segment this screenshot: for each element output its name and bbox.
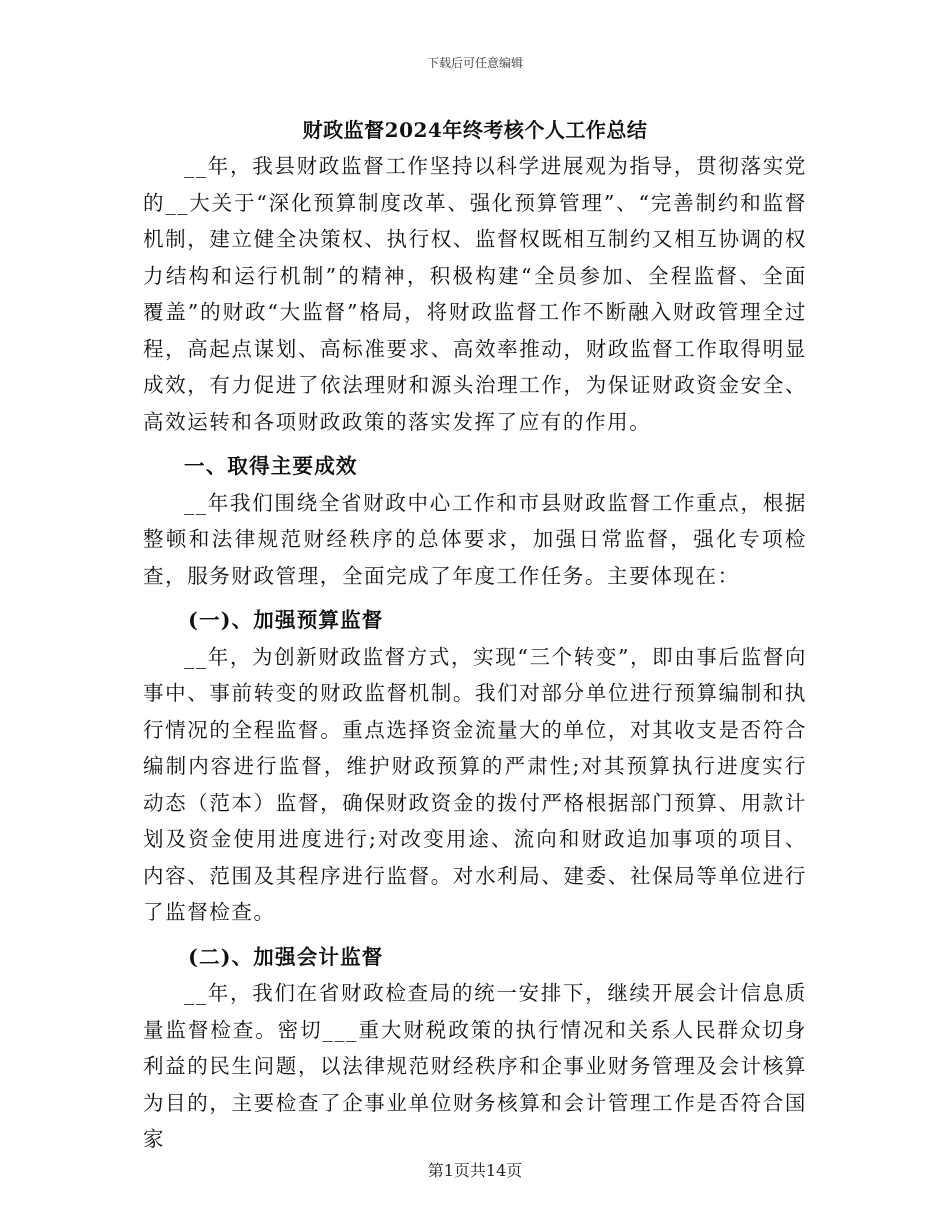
section-heading-main-results: 一、取得主要成效 [184,454,358,478]
paragraph-main-results: __年我们围绕全省财政中心工作和市县财政监督工作重点，根据整顿和法律规范财经秩序的总体要求，加强日常监督，强化专项检查，服务财政管理，全面完成了年度工作任务。主要体现在： [143,490,807,588]
header-note: 下载后可任意编辑 [426,56,523,70]
paragraph-budget-supervision: __年，为创新财政监督方式，实现“三个转变”，即由事后监督向事中、事前转变的财政监督机制。我们对部分单位进行预算编制和执行情况的全程监督。重点选择资金流量大的单位，对其收支是否符合编制内容进行监督，维护财政预算的严肃性;对其预算执行进度实行动态（范本）监督，确保财政资金的拨付严格根据部门预算、用款计划及资金使用进度进行;对改变用途、流向和财政追加事项的项目、内容、范围及其程序进行监督。对水利局、建委、社保局等单位进行了监督检查。 [143,644,807,924]
document-body [143,148,807,1158]
paragraph-accounting-supervision: __年，我们在省财政检查局的统一安排下，继续开展会计信息质量监督检查。密切___重大财税政策的执行情况和关系人民群众切身利益的民生问题，以法律规范财经秩序和企事业财务管理及会计核算为目的，主要检查了企事业单位财务核算和会计管理工作是否符合国家 [143,981,807,1151]
document-title: 财政监督2024年终考核个人工作总结 [302,118,648,142]
subsection-heading-accounting-supervision: (二)、加强会计监督 [188,944,384,969]
page-number-footer: 第1页共14页 [427,1161,523,1180]
subsection-heading-budget-supervision: (一)、加强预算监督 [188,608,384,632]
paragraph-intro: __年，我县财政监督工作坚持以科学进展观为指导，贯彻落实党的__大关于“深化预算制度改革、强化预算管理”、“完善制约和监督机制，建立健全决策权、执行权、监督权既相互制约又相互协调的权力结构和运行机制”的精神，积极构建“全员参加、全程监督、全面覆盖”的财政“大监督”格局，将财政监督工作不断融入财政管理全过程，高起点谋划、高标准要求、高效率推动，财政监督工作取得明显成效，有力促进了依法理财和源头治理工作，为保证财政资金安全、高效运转和各项财政政策的落实发挥了应有的作用。 [143,154,807,434]
